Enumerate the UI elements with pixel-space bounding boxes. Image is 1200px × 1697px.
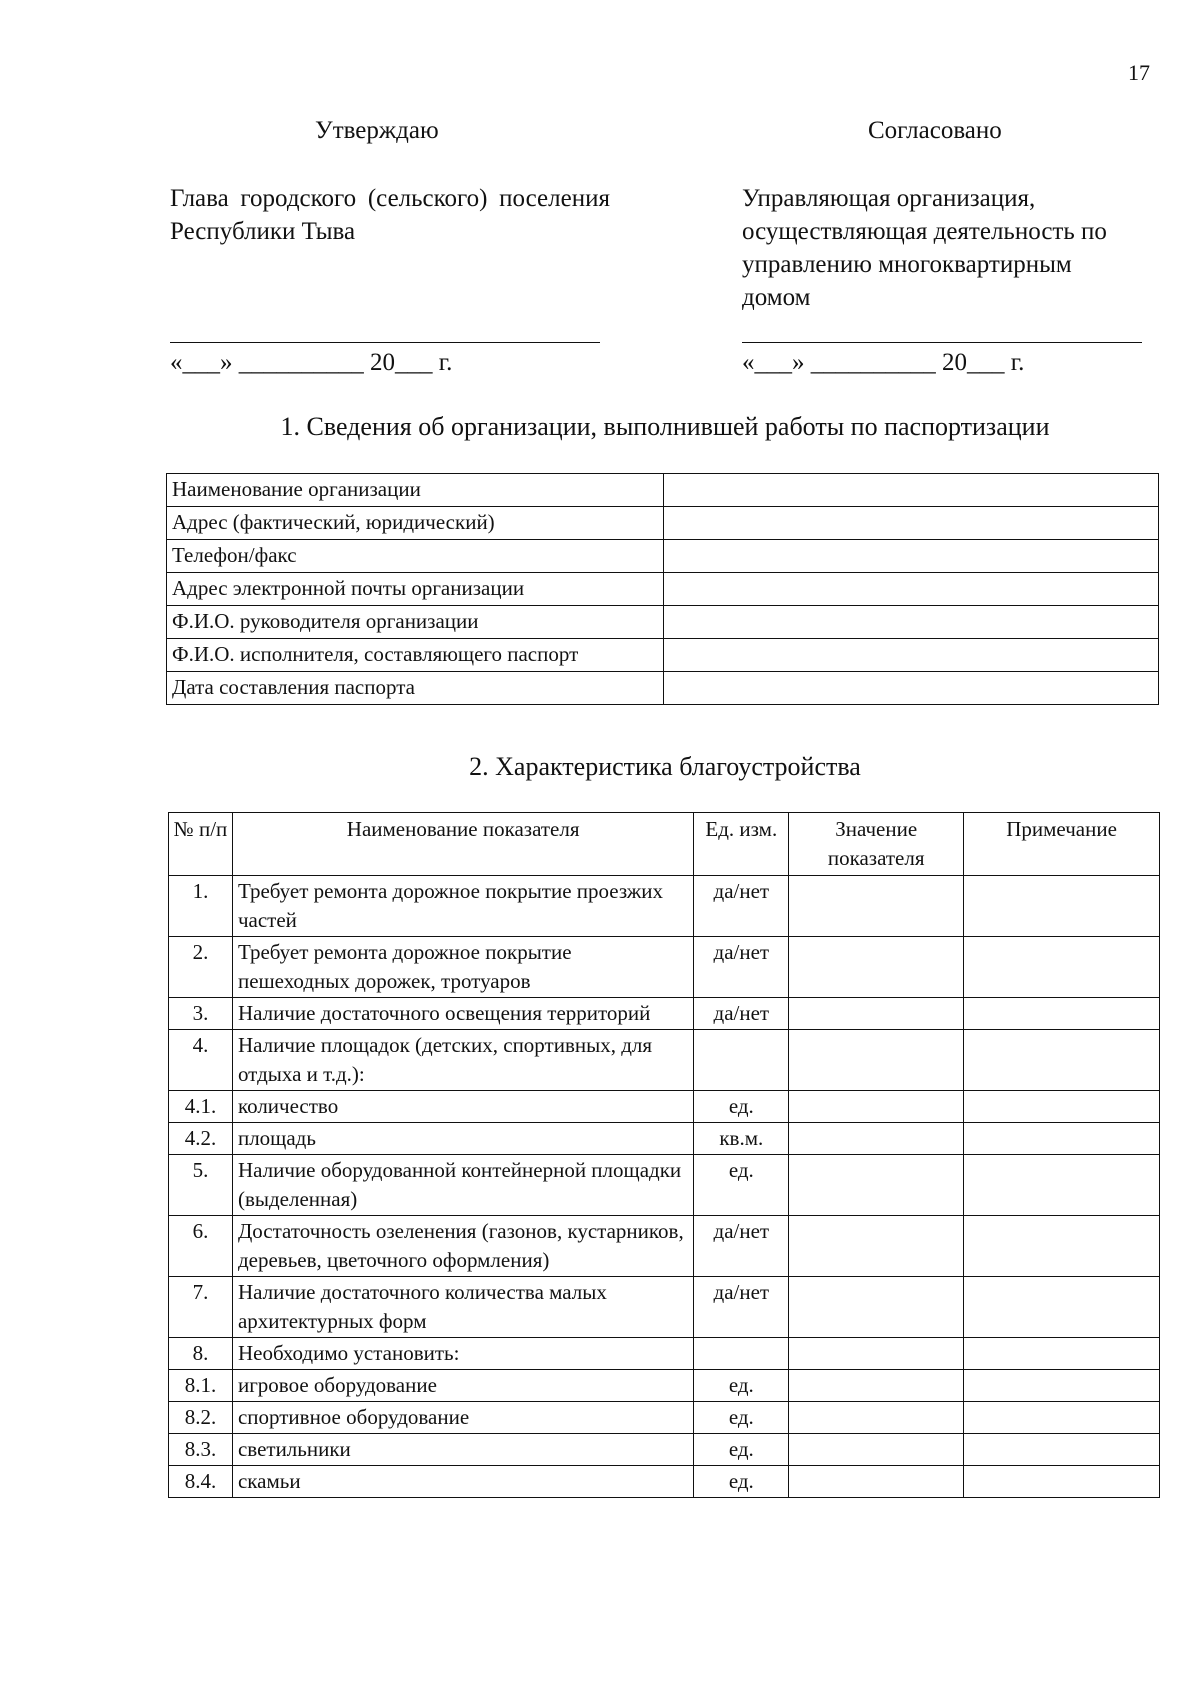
indicator-value[interactable] — [789, 1123, 964, 1155]
unit-cell: да/нет — [694, 1277, 789, 1338]
header-unit: Ед. изм. — [694, 813, 789, 876]
approve-heading: Утверждаю — [315, 117, 439, 144]
table-row — [169, 1466, 1160, 1498]
table-row — [167, 639, 1159, 672]
unit-cell: да/нет — [694, 1216, 789, 1277]
unit-cell — [694, 1338, 789, 1370]
indicator-name: спортивное оборудование — [232, 1402, 693, 1434]
note-cell[interactable] — [964, 998, 1160, 1030]
field-value[interactable] — [663, 540, 1158, 573]
header-name: Наименование показателя — [232, 813, 693, 876]
row-number: 8.1. — [169, 1370, 233, 1402]
table-row — [167, 507, 1159, 540]
approve-signatory: Глава городского (сельского) поселения Республики Тыва — [170, 185, 610, 245]
unit-cell — [694, 1030, 789, 1091]
unit-cell: да/нет — [694, 937, 789, 998]
field-value[interactable] — [663, 474, 1158, 507]
note-cell[interactable] — [964, 1123, 1160, 1155]
table-row — [167, 540, 1159, 573]
unit-cell: ед. — [694, 1434, 789, 1466]
row-number: 4. — [169, 1030, 233, 1091]
indicator-value[interactable] — [789, 1091, 964, 1123]
note-cell[interactable] — [964, 1091, 1160, 1123]
indicator-value[interactable] — [789, 998, 964, 1030]
field-value[interactable] — [663, 606, 1158, 639]
header-value: Значение показателя — [789, 813, 964, 876]
field-label: Наименование организации — [167, 474, 664, 507]
note-cell[interactable] — [964, 937, 1160, 998]
note-cell[interactable] — [964, 1338, 1160, 1370]
table-row — [169, 1402, 1160, 1434]
note-cell[interactable] — [964, 1277, 1160, 1338]
row-number: 3. — [169, 998, 233, 1030]
indicator-name: Наличие достаточного освещения территорий — [232, 998, 693, 1030]
row-number: 4.1. — [169, 1091, 233, 1123]
row-number: 2. — [169, 937, 233, 998]
indicator-value[interactable] — [789, 1216, 964, 1277]
field-label: Ф.И.О. исполнителя, составляющего паспорт — [167, 639, 664, 672]
table-row — [169, 1216, 1160, 1277]
indicator-value[interactable] — [789, 1370, 964, 1402]
indicator-value[interactable] — [789, 1466, 964, 1498]
table-row — [167, 573, 1159, 606]
field-label: Адрес (фактический, юридический) — [167, 507, 664, 540]
table-header-row — [169, 813, 1160, 876]
indicator-name: Достаточность озеленения (газонов, кустарников, деревьев, цветочного оформления) — [232, 1216, 693, 1277]
field-value[interactable] — [663, 639, 1158, 672]
table-row — [167, 606, 1159, 639]
indicator-value[interactable] — [789, 1434, 964, 1466]
note-cell[interactable] — [964, 1216, 1160, 1277]
note-cell[interactable] — [964, 1466, 1160, 1498]
indicator-name: площадь — [232, 1123, 693, 1155]
table-row — [169, 1155, 1160, 1216]
unit-cell: ед. — [694, 1091, 789, 1123]
approve-date-line: «___» __________ 20___ г. — [170, 349, 453, 376]
indicator-value[interactable] — [789, 1155, 964, 1216]
indicator-name: Необходимо установить: — [232, 1338, 693, 1370]
indicator-name: скамьи — [232, 1466, 693, 1498]
note-cell[interactable] — [964, 1030, 1160, 1091]
note-cell[interactable] — [964, 1370, 1160, 1402]
unit-cell: да/нет — [694, 876, 789, 937]
indicator-value[interactable] — [789, 1277, 964, 1338]
field-label: Телефон/факс — [167, 540, 664, 573]
indicator-name: светильники — [232, 1434, 693, 1466]
row-number: 1. — [169, 876, 233, 937]
row-number: 8.2. — [169, 1402, 233, 1434]
unit-cell: ед. — [694, 1370, 789, 1402]
row-number: 8. — [169, 1338, 233, 1370]
unit-cell: ед. — [694, 1402, 789, 1434]
note-cell[interactable] — [964, 1434, 1160, 1466]
indicator-name: Наличие достаточного количества малых архитектурных форм — [232, 1277, 693, 1338]
table-row — [169, 937, 1160, 998]
row-number: 7. — [169, 1277, 233, 1338]
table-row — [169, 1434, 1160, 1466]
table-row — [169, 1030, 1160, 1091]
indicator-name: Требует ремонта дорожное покрытие пешеходных дорожек, тротуаров — [232, 937, 693, 998]
row-number: 8.4. — [169, 1466, 233, 1498]
indicator-name: количество — [232, 1091, 693, 1123]
table-row — [169, 1277, 1160, 1338]
table-row — [169, 998, 1160, 1030]
unit-cell: да/нет — [694, 998, 789, 1030]
unit-cell: кв.м. — [694, 1123, 789, 1155]
unit-cell: ед. — [694, 1155, 789, 1216]
improvement-characteristics-table — [168, 812, 1160, 1498]
field-value[interactable] — [663, 573, 1158, 606]
table-row — [169, 876, 1160, 937]
indicator-value[interactable] — [789, 1030, 964, 1091]
page-number: 17 — [1128, 60, 1150, 85]
note-cell[interactable] — [964, 876, 1160, 937]
approve-signature-line — [170, 342, 600, 343]
table-row — [169, 1091, 1160, 1123]
indicator-value[interactable] — [789, 876, 964, 937]
indicator-value[interactable] — [789, 1338, 964, 1370]
indicator-name: игровое оборудование — [232, 1370, 693, 1402]
table-row — [169, 1123, 1160, 1155]
field-label: Дата составления паспорта — [167, 672, 664, 705]
agree-signature-line — [742, 342, 1142, 343]
note-cell[interactable] — [964, 1402, 1160, 1434]
field-label: Ф.И.О. руководителя организации — [167, 606, 664, 639]
field-value[interactable] — [663, 672, 1158, 705]
table-row — [169, 1338, 1160, 1370]
field-label: Адрес электронной почты организации — [167, 573, 664, 606]
row-number: 4.2. — [169, 1123, 233, 1155]
indicator-value[interactable] — [789, 1402, 964, 1434]
indicator-name: Требует ремонта дорожное покрытие проезжих частей — [232, 876, 693, 937]
unit-cell: ед. — [694, 1466, 789, 1498]
section2-title: 2. Характеристика благоустройства — [469, 752, 861, 781]
note-cell[interactable] — [964, 1155, 1160, 1216]
indicator-value[interactable] — [789, 937, 964, 998]
row-number: 8.3. — [169, 1434, 233, 1466]
agree-date-line: «___» __________ 20___ г. — [742, 349, 1025, 376]
section1-title: 1. Сведения об организации, выполнившей работы по паспортизации — [280, 412, 1050, 441]
organization-info-table — [166, 473, 1159, 705]
indicator-name: Наличие оборудованной контейнерной площадки (выделенная) — [232, 1155, 693, 1216]
agree-heading: Согласовано — [868, 117, 1002, 144]
header-note: Примечание — [964, 813, 1160, 876]
table-row — [167, 474, 1159, 507]
table-row — [169, 1370, 1160, 1402]
row-number: 5. — [169, 1155, 233, 1216]
indicator-name: Наличие площадок (детских, спортивных, для отдыха и т.д.): — [232, 1030, 693, 1091]
table-row — [167, 672, 1159, 705]
field-value[interactable] — [663, 507, 1158, 540]
header-num: № п/п — [169, 813, 233, 876]
agree-signatory: Управляющая организация, осуществляющая деятельность по управлению многоквартирным домом — [742, 185, 1107, 311]
row-number: 6. — [169, 1216, 233, 1277]
